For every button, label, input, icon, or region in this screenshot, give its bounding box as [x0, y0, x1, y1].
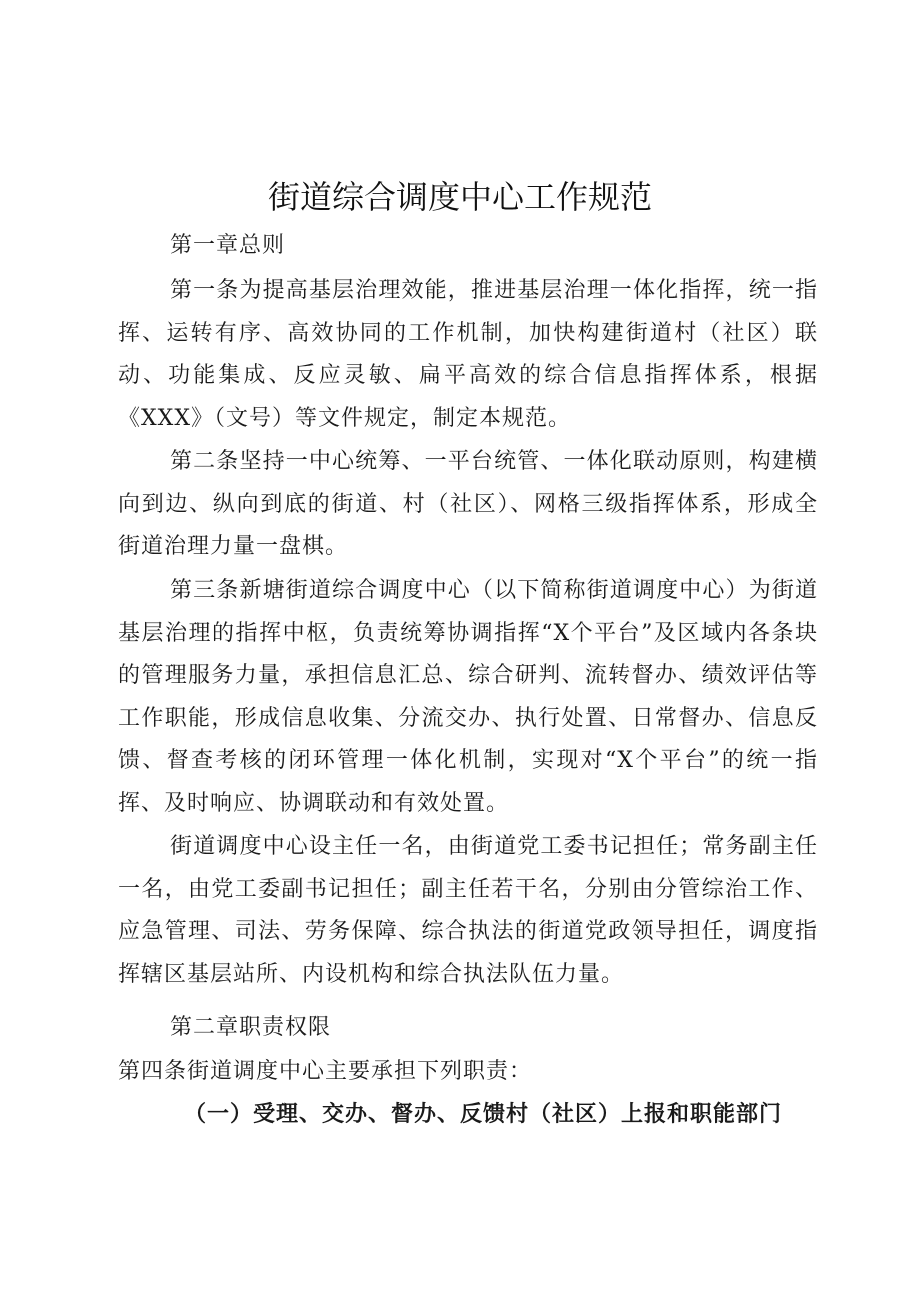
item-1-line: （一）受理、交办、督办、反馈村（社区）上报和职能部门	[184, 1101, 783, 1127]
article-3-staffing-paragraph: 街道调度中心设主任一名，由街道党工委书记担任；常务副主任一名，由党工委副书记担任；副主任若干名，分别由分管综治工作、应急管理、司法、劳务保障、综合执法的街道党政领导担任，调度指挥辖区基层站所、内设机构和综合执法队伍力量。	[118, 834, 818, 987]
document-title: 街道综合调度中心工作规范	[267, 178, 652, 216]
article-1-paragraph: 第一条为提高基层治理效能，推进基层治理一体化指挥，统一指挥、运转有序、高效协同的工作机制，加快构建街道村（社区）联动、功能集成、反应灵敏、扁平高效的综合信息指挥体系，根据《XXX》（文号）等文件规定，制定本规范。	[118, 278, 818, 431]
article-2-paragraph: 第二条坚持一中心统筹、一平台统管、一体化联动原则，构建横向到边、纵向到底的街道、村（社区）、网格三级指挥体系，形成全街道治理力量一盘棋。	[118, 449, 818, 559]
chapter-2-heading: 第二章职责权限	[170, 1015, 332, 1040]
article-4-line: 第四条街道调度中心主要承担下列职责：	[118, 1059, 533, 1084]
chapter-1-heading: 第一章总则	[170, 233, 286, 258]
article-3-paragraph: 第三条新塘街道综合调度中心（以下简称街道调度中心）为街道基层治理的指挥中枢，负责统筹协调指挥“X个平台”及区域内各条块的管理服务力量，承担信息汇总、综合研判、流转督办、绩效评估等工作职能，形成信息收集、分流交办、执行处置、日常督办、信息反馈、督查考核的闭环管理一体化机制，实现对“X个平台”的统一指挥、及时响应、协调联动和有效处置。	[118, 578, 818, 816]
